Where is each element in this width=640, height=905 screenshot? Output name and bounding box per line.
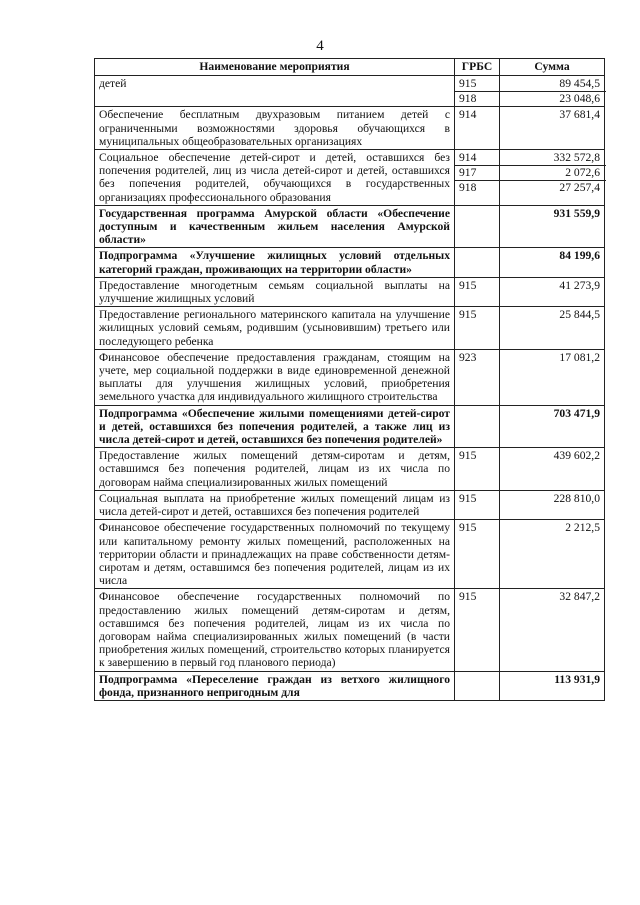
grbs-code: 915	[459, 590, 477, 604]
sum-value: 89 454,5	[559, 77, 600, 90]
budget-table	[94, 58, 605, 701]
activity-name-cell: Финансовое обеспечение государственных полномочий по текущему или капитальному ремонту жилых помещений, расположенных на территории области и принадлежащих на праве собственности детям-сиротам и детям, оставшимся без попечения родителей, лицам из их числа	[95, 520, 455, 589]
activity-name-cell: Обеспечение бесплатным двухразовым питанием детей с ограниченными возможностями здоровья обучающихся в муниципальных общеобразовательных организациях	[95, 107, 455, 150]
sum-cell	[500, 307, 605, 350]
sum-cell	[500, 490, 605, 519]
page-number: 4	[316, 38, 324, 54]
table-row	[95, 107, 605, 150]
activity-name-cell: детей	[95, 76, 455, 107]
sum-cell	[500, 520, 605, 589]
grbs-code: 915	[459, 308, 477, 322]
grbs-cell	[455, 589, 500, 671]
grbs-cell	[455, 307, 500, 350]
sum-cell	[500, 248, 605, 277]
sum-value: 23 048,6	[500, 91, 606, 105]
grbs-cell	[455, 150, 500, 206]
table-row	[95, 490, 605, 519]
activity-name-cell: Финансовое обеспечение государственных полномочий по предоставлению жилых помещений детям-сиротам и детям, оставшимся без попечения родителей, лицам из их числа по договорам найма специализированных жилых помещений (в части приобретения жилых помещений, строительство которых планируется к завершению в первый год планового периода)	[95, 589, 455, 671]
program-title-cell: Подпрограмма «Переселение граждан из ветхого жилищного фонда, признанного непригодным для	[95, 671, 455, 700]
sum-cell	[500, 671, 605, 700]
table-row	[95, 277, 605, 306]
grbs-code: 923	[459, 350, 477, 364]
program-title-cell: Подпрограмма «Обеспечение жилыми помещениями детей-сирот и детей, оставшихся без попечения родителей, а также лиц из числа детей-сирот и детей, оставшихся без попечения родителей»	[95, 405, 455, 448]
grbs-cell	[455, 107, 500, 150]
sum-value: 931 559,9	[553, 206, 600, 220]
grbs-cell	[455, 405, 500, 448]
sum-value: 113 931,9	[554, 672, 600, 686]
activity-name-cell: Предоставление многодетным семьям социальной выплаты на улучшение жилищных условий	[95, 277, 455, 306]
sum-value: 228 810,0	[553, 491, 600, 505]
sum-cell	[500, 448, 605, 491]
grbs-code: 917	[455, 165, 499, 179]
table-row	[95, 150, 605, 206]
grbs-code: 915	[459, 491, 477, 505]
grbs-cell	[455, 520, 500, 589]
table-row	[95, 307, 605, 350]
sum-value: 2 212,5	[565, 521, 600, 535]
sum-value: 332 572,8	[553, 151, 600, 165]
table-header-row	[95, 59, 605, 76]
table-row	[95, 349, 605, 405]
sum-cell	[500, 205, 605, 248]
sum-value: 84 199,6	[559, 249, 600, 263]
sum-cell	[500, 349, 605, 405]
sum-value: 17 081,2	[559, 350, 600, 364]
table-row	[95, 405, 605, 448]
grbs-cell	[455, 205, 500, 248]
sum-cell	[500, 405, 605, 448]
table-row	[95, 248, 605, 277]
grbs-code: 918	[455, 180, 499, 194]
grbs-cell	[455, 349, 500, 405]
grbs-cell	[455, 277, 500, 306]
grbs-cell	[455, 448, 500, 491]
sum-cell	[500, 76, 605, 107]
column-header-name: Наименование мероприятия	[95, 59, 455, 76]
sum-value: 25 844,5	[559, 308, 600, 322]
sum-value: 703 471,9	[553, 406, 600, 420]
activity-name-cell: Предоставление регионального материнского капитала на улучшение жилищных условий семьям, родившим (усыновившим) третьего или последующего ребенка	[95, 307, 455, 350]
activity-name-cell: Социальная выплата на приобретение жилых помещений лицам из числа детей-сирот и детей, оставшихся без попечения родителей	[95, 490, 455, 519]
grbs-code: 914	[459, 151, 477, 165]
grbs-code: 915	[459, 77, 477, 90]
grbs-code: 915	[459, 449, 477, 463]
table-row	[95, 205, 605, 248]
activity-name-cell: Финансовое обеспечение предоставления гражданам, стоящим на учете, мер социальной поддержки в виде единовременной денежной выплаты для улучшения жилищных условий, приобретения земельного участка для индивидуального жилищного строительства	[95, 349, 455, 405]
table-row	[95, 520, 605, 589]
grbs-code: 918	[455, 91, 499, 105]
table-row	[95, 76, 605, 107]
sum-value: 32 847,2	[559, 590, 600, 604]
program-title-cell: Подпрограмма «Улучшение жилищных условий отдельных категорий граждан, проживающих на территории области»	[95, 248, 455, 277]
grbs-cell	[455, 671, 500, 700]
grbs-cell	[455, 248, 500, 277]
activity-name-cell: Предоставление жилых помещений детям-сиротам и детям, оставшимся без попечения родителей, лицам из их числа по договорам найма специализированных жилых помещений	[95, 448, 455, 491]
grbs-code: 914	[459, 108, 477, 122]
sum-cell	[500, 277, 605, 306]
grbs-cell	[455, 76, 500, 107]
table-row	[95, 589, 605, 671]
sum-cell	[500, 150, 605, 206]
grbs-code: 915	[459, 521, 477, 535]
program-title-cell: Государственная программа Амурской области «Обеспечение доступным и качественным жильем населения Амурской области»	[95, 205, 455, 248]
column-header-grbs: ГРБС	[455, 59, 500, 76]
sum-value: 41 273,9	[559, 278, 600, 292]
column-header-sum: Сумма	[500, 59, 605, 76]
sum-value: 27 257,4	[500, 180, 606, 194]
grbs-code: 915	[459, 278, 477, 292]
table-row	[95, 448, 605, 491]
table-row	[95, 671, 605, 700]
sum-cell	[500, 107, 605, 150]
sum-cell	[500, 589, 605, 671]
activity-name-cell: Социальное обеспечение детей-сирот и детей, оставшихся без попечения родителей, лиц из числа детей-сирот и детей, оставшихся без попечения родителей, обучающихся в государственных организациях профессионального образования	[95, 150, 455, 206]
sum-value: 2 072,6	[500, 165, 606, 179]
grbs-cell	[455, 490, 500, 519]
sum-value: 37 681,4	[559, 108, 600, 122]
sum-value: 439 602,2	[553, 449, 600, 463]
